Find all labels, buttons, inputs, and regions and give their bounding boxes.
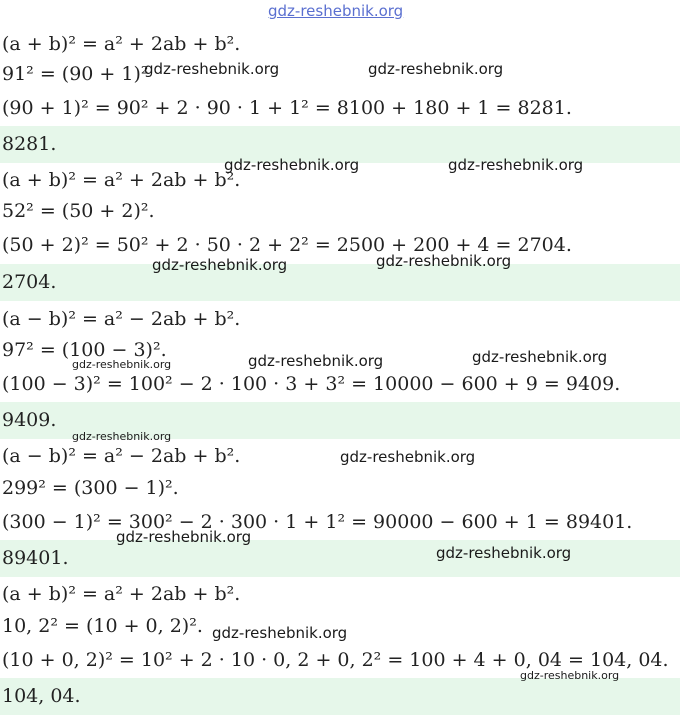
watermark: gdz-reshebnik.org <box>376 252 512 270</box>
step-line: 10, 2² = (10 + 0, 2)². <box>2 615 203 637</box>
expansion-line: (100 − 3)² = 100² − 2 · 100 · 3 + 3² = 10000 − 600 + 9 = 9409. <box>2 373 621 395</box>
watermark: gdz-reshebnik.org <box>152 256 288 274</box>
step-line: 91² = (90 + 1)² <box>2 63 149 85</box>
watermark: gdz-reshebnik.org <box>248 352 384 370</box>
formula-line: (a + b)² = a² + 2ab + b². <box>2 169 241 191</box>
watermark-top: gdz-reshebnik.org <box>268 2 404 20</box>
expansion-line: (300 − 1)² = 300² − 2 · 300 · 1 + 1² = 90000 − 600 + 1 = 89401. <box>2 511 633 533</box>
expansion-line: (90 + 1)² = 90² + 2 · 90 · 1 + 1² = 8100 + 180 + 1 = 8281. <box>2 97 572 119</box>
watermark: gdz-reshebnik.org <box>144 60 280 78</box>
answer-line: 8281. <box>2 133 57 155</box>
watermark: gdz-reshebnik.org <box>520 669 620 682</box>
watermark: gdz-reshebnik.org <box>436 544 572 562</box>
watermark: gdz-reshebnik.org <box>340 448 476 466</box>
step-line: 299² = (300 − 1)². <box>2 477 179 499</box>
answer-line: 104, 04. <box>2 685 81 707</box>
watermark: gdz-reshebnik.org <box>472 348 608 366</box>
answer-line: 2704. <box>2 271 57 293</box>
formula-line: (a − b)² = a² − 2ab + b². <box>2 308 241 330</box>
formula-line: (a − b)² = a² − 2ab + b². <box>2 445 241 467</box>
step-line: 52² = (50 + 2)². <box>2 200 155 222</box>
watermark: gdz-reshebnik.org <box>368 60 504 78</box>
answer-band <box>0 264 680 301</box>
watermark: gdz-reshebnik.org <box>116 528 252 546</box>
watermark: gdz-reshebnik.org <box>448 156 584 174</box>
formula-line: (a + b)² = a² + 2ab + b². <box>2 583 241 605</box>
step-line: 97² = (100 − 3)². <box>2 339 167 361</box>
watermark: gdz-reshebnik.org <box>212 624 348 642</box>
watermark: gdz-reshebnik.org <box>72 358 172 371</box>
formula-line: (a + b)² = a² + 2ab + b². <box>2 33 241 55</box>
watermark: gdz-reshebnik.org <box>224 156 360 174</box>
answer-band <box>0 540 680 577</box>
answer-band <box>0 678 680 715</box>
expansion-line: (10 + 0, 2)² = 10² + 2 · 10 · 0, 2 + 0, 2² = 100 + 4 + 0, 04 = 104, 04. <box>2 649 669 671</box>
expansion-line: (50 + 2)² = 50² + 2 · 50 · 2 + 2² = 2500 + 200 + 4 = 2704. <box>2 234 572 256</box>
watermark: gdz-reshebnik.org <box>72 430 172 443</box>
answer-line: 9409. <box>2 409 57 431</box>
answer-line: 89401. <box>2 547 69 569</box>
